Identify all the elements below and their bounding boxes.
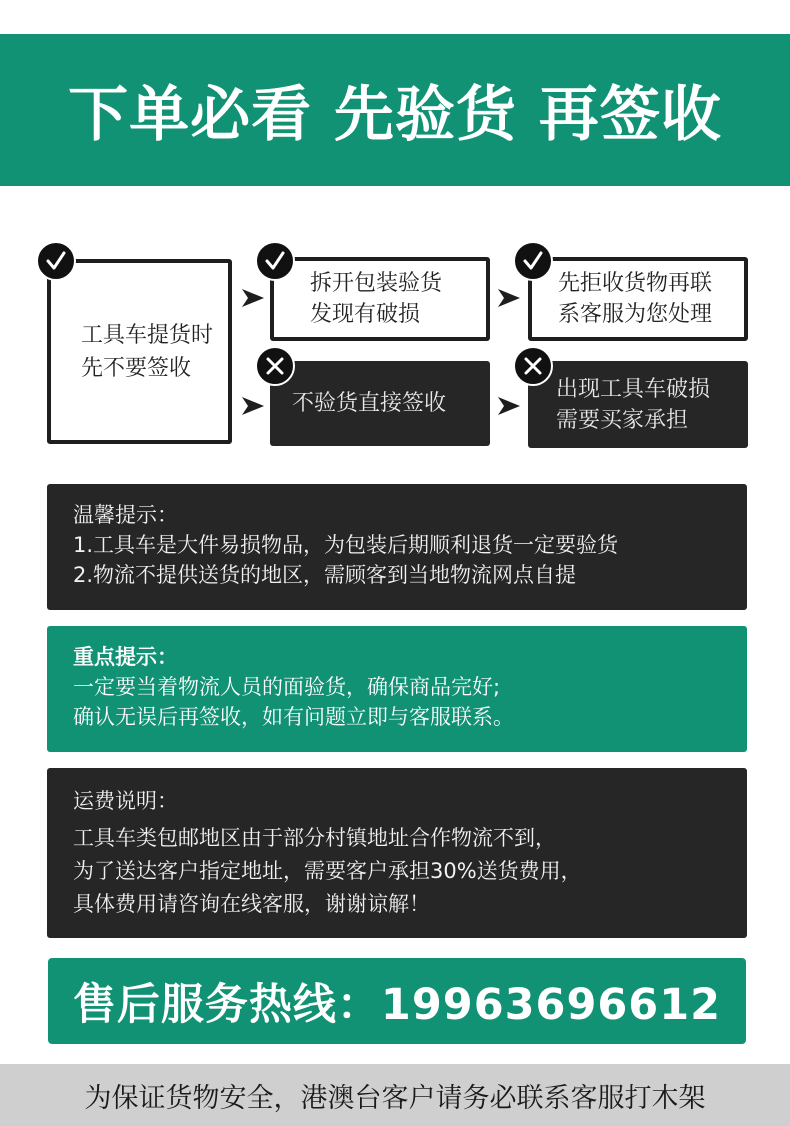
hotline-text: 售后服务热线：19963696612 — [72, 979, 722, 1030]
flow-start-box — [47, 259, 232, 444]
flow-refuse-box — [528, 257, 748, 341]
check-badge-icon — [255, 241, 295, 281]
flow-start-line2: 先不要签收 — [81, 355, 192, 381]
arrow-right-icon — [498, 397, 520, 415]
flow-refuse-line1: 先拒收货物再联 — [558, 271, 713, 296]
freight-line1: 工具车类包邮地区由于部分村镇地址合作物流不到， — [73, 826, 556, 850]
freight-title: 运费说明： — [73, 789, 178, 813]
page-title: 下单必看 先验货 再签收 — [68, 80, 722, 150]
cross-badge-icon — [255, 346, 295, 386]
check-badge-icon — [36, 241, 76, 281]
flow-buyer-box — [528, 361, 748, 448]
arrow-right-icon — [498, 289, 520, 307]
flow-nocheck-label: 不验货直接签收 — [292, 391, 447, 416]
flow-buyer-line1: 出现工具车破损 — [556, 376, 711, 402]
flow-refuse-line2: 系客服为您处理 — [558, 302, 713, 327]
key-tips-line2: 确认无误后再签收，如有问题立即与客服联系。 — [73, 705, 514, 729]
key-tips-title: 重点提示： — [73, 645, 178, 669]
arrow-right-icon — [242, 289, 264, 307]
key-tips-panel — [47, 626, 747, 752]
cross-badge-icon — [513, 346, 553, 386]
flow-check-box — [270, 257, 490, 341]
flow-start-line1: 工具车提货时 — [81, 322, 214, 348]
check-badge-icon — [513, 241, 553, 281]
freight-line2: 为了送达客户指定地址，需要客户承担30%送货费用， — [73, 859, 582, 883]
tips-title: 温馨提示： — [73, 503, 178, 527]
header-banner — [0, 34, 790, 186]
tips-panel — [47, 484, 747, 610]
tips-line1: 1.工具车是大件易损物品，为包装后期顺利退货一定要验货 — [73, 533, 619, 557]
hotline-banner — [48, 958, 746, 1044]
arrow-right-icon — [242, 397, 264, 415]
flow-buyer-line2: 需要买家承担 — [556, 407, 689, 433]
footer-text: 为保证货物安全，港澳台客户请务必联系客服打木架 — [84, 1082, 706, 1114]
freight-panel — [47, 768, 747, 938]
flow-nocheck-box — [270, 361, 490, 446]
key-tips-line1: 一定要当着物流人员的面验货，确保商品完好; — [73, 675, 501, 699]
flow-check-line1: 拆开包装验货 — [310, 271, 443, 296]
flow-check-line2: 发现有破损 — [310, 302, 421, 327]
tips-line2: 2.物流不提供送货的地区，需顾客到当地物流网点自提 — [73, 563, 577, 587]
footer-banner — [0, 1064, 790, 1126]
freight-line3: 具体费用请咨询在线客服，谢谢谅解！ — [73, 892, 430, 916]
